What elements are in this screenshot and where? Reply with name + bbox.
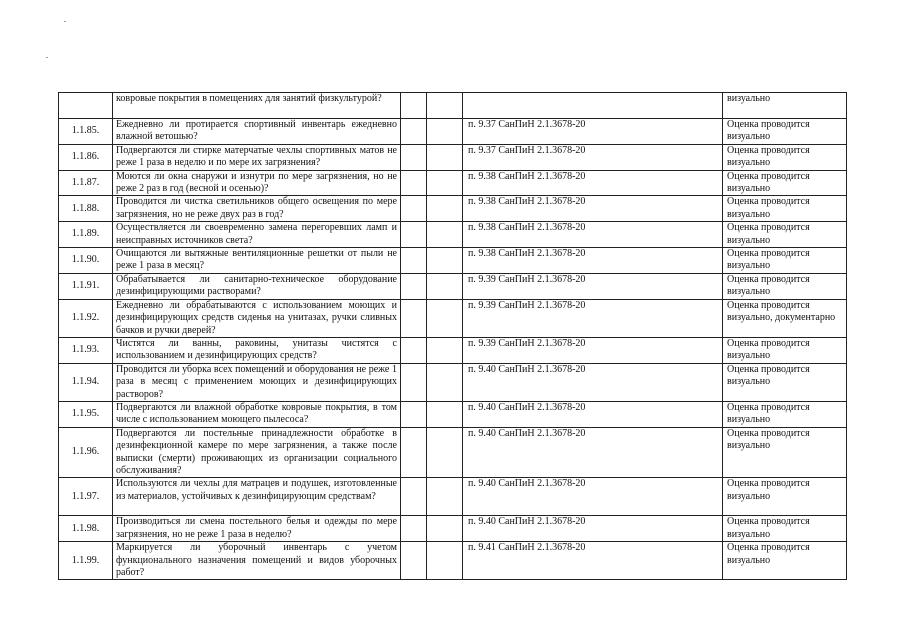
assessment-note: Оценка проводится визуально — [723, 170, 847, 196]
assessment-note: Оценка проводится визуально — [723, 516, 847, 542]
answer-yes-cell — [401, 273, 427, 299]
table-row — [59, 401, 847, 427]
table-row — [59, 478, 847, 516]
item-number: 1.1.99. — [59, 542, 113, 580]
answer-yes-cell — [401, 119, 427, 145]
table-row — [59, 93, 847, 119]
item-number: 1.1.86. — [59, 144, 113, 170]
answer-no-cell — [427, 299, 463, 337]
answer-yes-cell — [401, 248, 427, 274]
legal-reference: п. 9.40 СанПиН 2.1.3678-20 — [463, 478, 723, 516]
assessment-note: Оценка проводится визуально — [723, 273, 847, 299]
item-number: 1.1.91. — [59, 273, 113, 299]
item-number: 1.1.98. — [59, 516, 113, 542]
assessment-note: Оценка проводится визуально — [723, 337, 847, 363]
question-text: Моются ли окна снаружи и изнутри по мере загрязнения, но не реже 2 раз в год (весной и осенью)? — [113, 170, 401, 196]
legal-reference: п. 9.39 СанПиН 2.1.3678-20 — [463, 299, 723, 337]
table-row — [59, 222, 847, 248]
item-number: 1.1.87. — [59, 170, 113, 196]
table-row — [59, 119, 847, 145]
item-number — [59, 93, 113, 119]
question-text: Очищаются ли вытяжные вентиляционные решетки от пыли не реже 1 раза в месяц? — [113, 248, 401, 274]
answer-no-cell — [427, 363, 463, 401]
item-number: 1.1.97. — [59, 478, 113, 516]
legal-reference: п. 9.37 СанПиН 2.1.3678-20 — [463, 144, 723, 170]
legal-reference: п. 9.38 СанПиН 2.1.3678-20 — [463, 170, 723, 196]
question-text: Подвергаются ли влажной обработке ковровые покрытия, в том числе с использованием моющего пылесоса? — [113, 401, 401, 427]
assessment-note: Оценка проводится визуально — [723, 478, 847, 516]
item-number: 1.1.92. — [59, 299, 113, 337]
legal-reference: п. 9.40 СанПиН 2.1.3678-20 — [463, 427, 723, 478]
assessment-note: визуально — [723, 93, 847, 119]
legal-reference: п. 9.41 СанПиН 2.1.3678-20 — [463, 542, 723, 580]
legal-reference: п. 9.38 СанПиН 2.1.3678-20 — [463, 222, 723, 248]
answer-yes-cell — [401, 427, 427, 478]
question-text: Ежедневно ли протирается спортивный инвентарь ежедневно влажной ветошью? — [113, 119, 401, 145]
answer-no-cell — [427, 427, 463, 478]
answer-no-cell — [427, 337, 463, 363]
answer-yes-cell — [401, 401, 427, 427]
answer-yes-cell — [401, 516, 427, 542]
legal-reference: п. 9.40 СанПиН 2.1.3678-20 — [463, 401, 723, 427]
assessment-note: Оценка проводится визуально — [723, 196, 847, 222]
item-number: 1.1.90. — [59, 248, 113, 274]
question-text: Проводится ли чистка светильников общего освещения по мере загрязнения, но не реже двух раз в год? — [113, 196, 401, 222]
answer-yes-cell — [401, 170, 427, 196]
answer-no-cell — [427, 196, 463, 222]
answer-no-cell — [427, 273, 463, 299]
item-number: 1.1.93. — [59, 337, 113, 363]
checklist-body — [59, 93, 847, 580]
question-text: Ежедневно ли обрабатываются с использованием моющих и дезинфицирующих средств сиденья на унитазах, ручки сливных бачков и ручки дверей? — [113, 299, 401, 337]
table-row — [59, 170, 847, 196]
legal-reference: п. 9.38 СанПиН 2.1.3678-20 — [463, 196, 723, 222]
answer-no-cell — [427, 542, 463, 580]
assessment-note: Оценка проводится визуально — [723, 363, 847, 401]
table-row — [59, 144, 847, 170]
answer-no-cell — [427, 222, 463, 248]
answer-no-cell — [427, 248, 463, 274]
answer-yes-cell — [401, 299, 427, 337]
table-row — [59, 248, 847, 274]
item-number: 1.1.85. — [59, 119, 113, 145]
answer-yes-cell — [401, 196, 427, 222]
question-text: Маркируется ли уборочный инвентарь с учетом функционального назначения помещений и видов уборочных работ? — [113, 542, 401, 580]
assessment-note: Оценка проводится визуально, документарно — [723, 299, 847, 337]
question-text: Подвергаются ли постельные принадлежности обработке в дезинфекционной камере по мере загрязнения, а также после выписки (смерти) проживающих из организации социального обслуживания? — [113, 427, 401, 478]
answer-yes-cell — [401, 363, 427, 401]
answer-yes-cell — [401, 222, 427, 248]
answer-no-cell — [427, 401, 463, 427]
question-text: Проводится ли уборка всех помещений и оборудования не реже 1 раза в месяц с применением моющих и дезинфицирующих растворов? — [113, 363, 401, 401]
answer-yes-cell — [401, 144, 427, 170]
item-number: 1.1.96. — [59, 427, 113, 478]
scan-speck — [46, 57, 48, 58]
assessment-note: Оценка проводится визуально — [723, 144, 847, 170]
question-text: Производиться ли смена постельного белья и одежды по мере загрязнения, но не реже 1 раза в неделю? — [113, 516, 401, 542]
assessment-note: Оценка проводится визуально — [723, 542, 847, 580]
question-text: Используются ли чехлы для матрацев и подушек, изготовленные из материалов, устойчивых к дезинфицирующим средствам? — [113, 478, 401, 516]
table-row — [59, 542, 847, 580]
question-text: ковровые покрытия в помещениях для занятий физкультурой? — [113, 93, 401, 119]
item-number: 1.1.89. — [59, 222, 113, 248]
scan-speck — [64, 21, 66, 22]
checklist-table — [58, 92, 847, 580]
answer-yes-cell — [401, 93, 427, 119]
item-number: 1.1.94. — [59, 363, 113, 401]
question-text: Обрабатывается ли санитарно-техническое оборудование дезинфицирующими растворами? — [113, 273, 401, 299]
table-row — [59, 299, 847, 337]
table-row — [59, 363, 847, 401]
answer-yes-cell — [401, 478, 427, 516]
legal-reference: п. 9.40 СанПиН 2.1.3678-20 — [463, 363, 723, 401]
table-row — [59, 516, 847, 542]
table-row — [59, 273, 847, 299]
item-number: 1.1.95. — [59, 401, 113, 427]
item-number: 1.1.88. — [59, 196, 113, 222]
answer-no-cell — [427, 144, 463, 170]
assessment-note: Оценка проводится визуально — [723, 222, 847, 248]
answer-no-cell — [427, 170, 463, 196]
question-text: Подвергаются ли стирке матерчатые чехлы спортивных матов не реже 1 раза в неделю и по мере их загрязнения? — [113, 144, 401, 170]
legal-reference: п. 9.39 СанПиН 2.1.3678-20 — [463, 337, 723, 363]
table-row — [59, 427, 847, 478]
question-text: Чистятся ли ванны, раковины, унитазы чистятся с использованием и дезинфицирующих средств? — [113, 337, 401, 363]
answer-no-cell — [427, 93, 463, 119]
answer-yes-cell — [401, 542, 427, 580]
legal-reference: п. 9.40 СанПиН 2.1.3678-20 — [463, 516, 723, 542]
legal-reference: п. 9.39 СанПиН 2.1.3678-20 — [463, 273, 723, 299]
table-row — [59, 196, 847, 222]
question-text: Осуществляется ли своевременно замена перегоревших ламп и неисправных источников света? — [113, 222, 401, 248]
assessment-note: Оценка проводится визуально — [723, 427, 847, 478]
answer-no-cell — [427, 516, 463, 542]
assessment-note: Оценка проводится визуально — [723, 248, 847, 274]
assessment-note: Оценка проводится визуально — [723, 119, 847, 145]
answer-no-cell — [427, 119, 463, 145]
answer-no-cell — [427, 478, 463, 516]
legal-reference: п. 9.37 СанПиН 2.1.3678-20 — [463, 119, 723, 145]
table-row — [59, 337, 847, 363]
legal-reference: п. 9.38 СанПиН 2.1.3678-20 — [463, 248, 723, 274]
assessment-note: Оценка проводится визуально — [723, 401, 847, 427]
answer-yes-cell — [401, 337, 427, 363]
legal-reference — [463, 93, 723, 119]
